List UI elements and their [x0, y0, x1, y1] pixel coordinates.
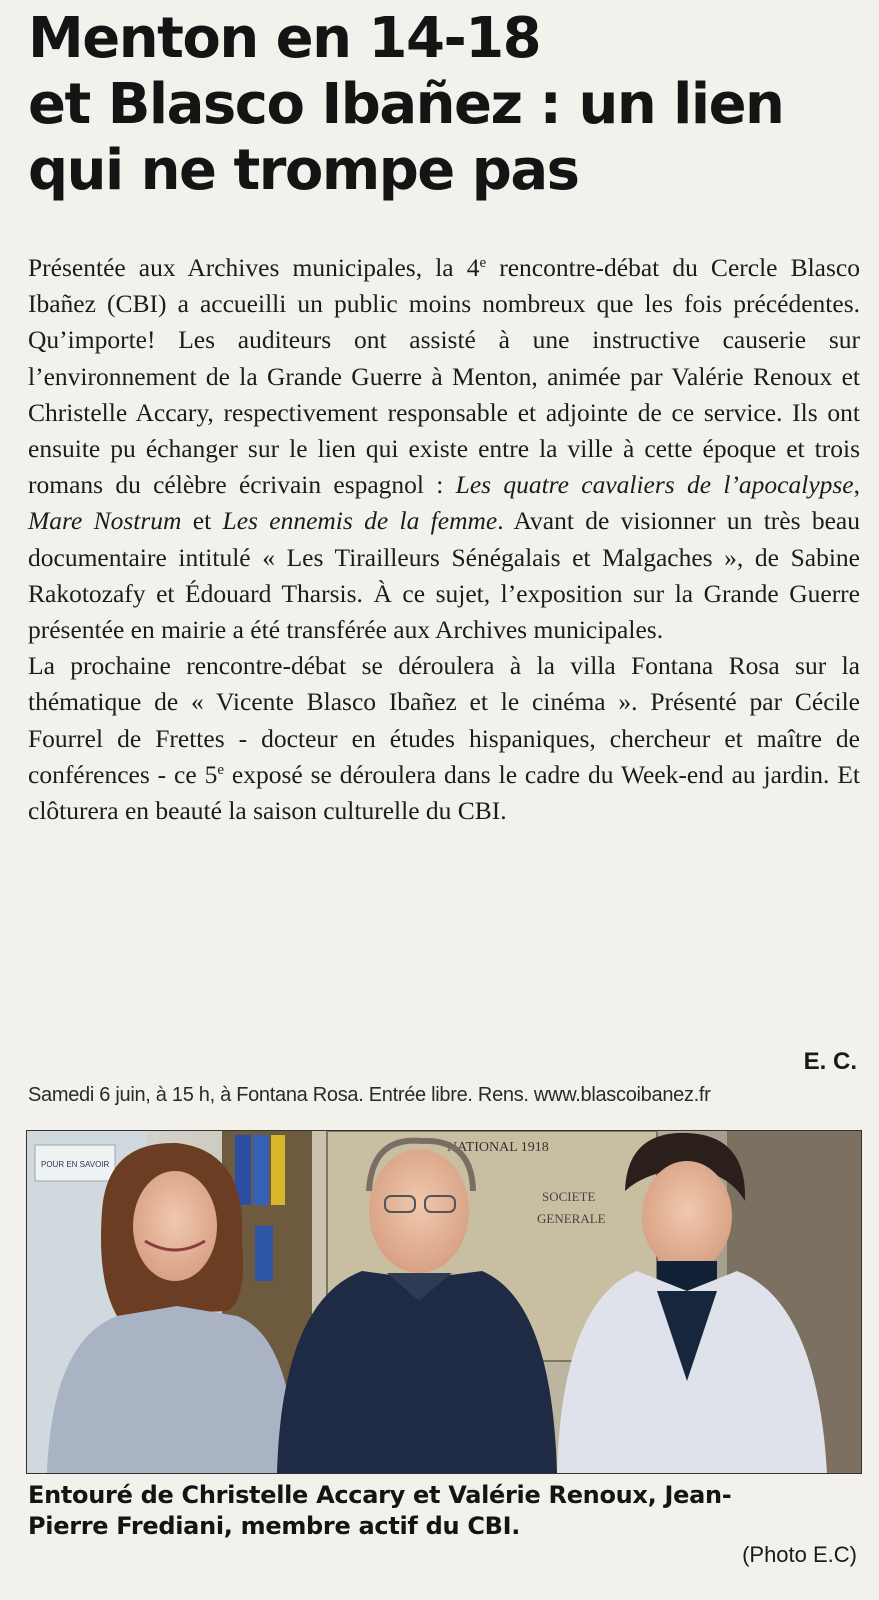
headline-line-3: qui ne trompe pas [28, 138, 579, 203]
pour-en-savoir-text: POUR EN SAVOIR [41, 1160, 110, 1169]
headline-line-2: et Blasco Ibañez : un lien [28, 72, 784, 137]
article-paragraph-2 [28, 648, 860, 829]
article-body [28, 250, 860, 829]
poster-generale: GENERALE [537, 1211, 606, 1226]
p2-text-b: exposé se déroulera dans le cadre du Week-end au jardin. Et clôturera en beauté la saison culturelle du CBI. [28, 759, 860, 826]
p1-superscript: e [479, 255, 487, 271]
caption-line-2: Pierre Frediani, membre actif du CBI. [28, 1512, 521, 1540]
poster-societe: SOCIETE [542, 1189, 596, 1204]
book-title-2: Mare Nostrum [28, 506, 182, 536]
blue-binder-3 [255, 1226, 273, 1281]
event-info: Samedi 6 juin, à 15 h, à Fontana Rosa. Entrée libre. Rens. www.blascoibanez.fr [28, 1084, 711, 1106]
book-title-3: Les ennemis de la femme [222, 506, 498, 536]
photo-credit: (Photo E.C) [742, 1542, 857, 1567]
caption-line-1: Entouré de Christelle Accary et Valérie Renoux, Jean- [28, 1481, 732, 1509]
p2-text-a: La prochaine rencontre-débat se déroulera à la villa Fontana Rosa sur la thématique de « Vicente Blasco Ibañez et le cinéma ». Présenté par Cécile Fourrel de Frettes - docteur en études hispaniques, chercheur et maître de conférences - ce 5 [28, 651, 860, 789]
headline [28, 6, 858, 204]
group-photo [26, 1130, 862, 1474]
p2-superscript: e [217, 761, 225, 778]
headline-line-1: Menton en 14-18 [28, 6, 541, 71]
photo-caption [28, 1480, 860, 1542]
p1-separator-1: , [853, 470, 861, 500]
author-initials: E. C. [803, 1048, 857, 1075]
p1-text-a: Présentée aux Archives municipales, la 4 [28, 253, 480, 282]
poster-title: NATIONAL 1918 [447, 1140, 549, 1155]
yellow-binder [271, 1135, 285, 1205]
article-paragraph-1 [28, 250, 860, 648]
p1-text-c: . Avant de visionner un très beau documentaire intitulé « Les Tirailleurs Sénégalais et Malgaches », de Sabine Rakotozafy et Édouard Tharsis. À ce sujet, l’exposition sur la Grande Guerre présentée en mairie a été transférée aux Archives municipales. [28, 506, 860, 645]
blue-binder-2 [253, 1135, 269, 1205]
book-title-1: Les quatre cavaliers de l’apocalypse [455, 470, 854, 500]
p1-separator-2: et [181, 506, 223, 536]
p1-text-b: rencontre-débat du Cercle Blasco Ibañez (CBI) a accueilli un public moins nombreux que les fois précédentes. Qu’importe! Les auditeurs ont assisté à une instructive causerie sur l’environnement de la Grande Guerre à Menton, animée par Valérie Renoux et Christelle Accary, respectivement responsable et adjointe de ce service. Ils ont ensuite pu échanger sur le lien qui existe entre la ville à cette époque et trois romans du célèbre écrivain espagnol : [28, 253, 860, 500]
